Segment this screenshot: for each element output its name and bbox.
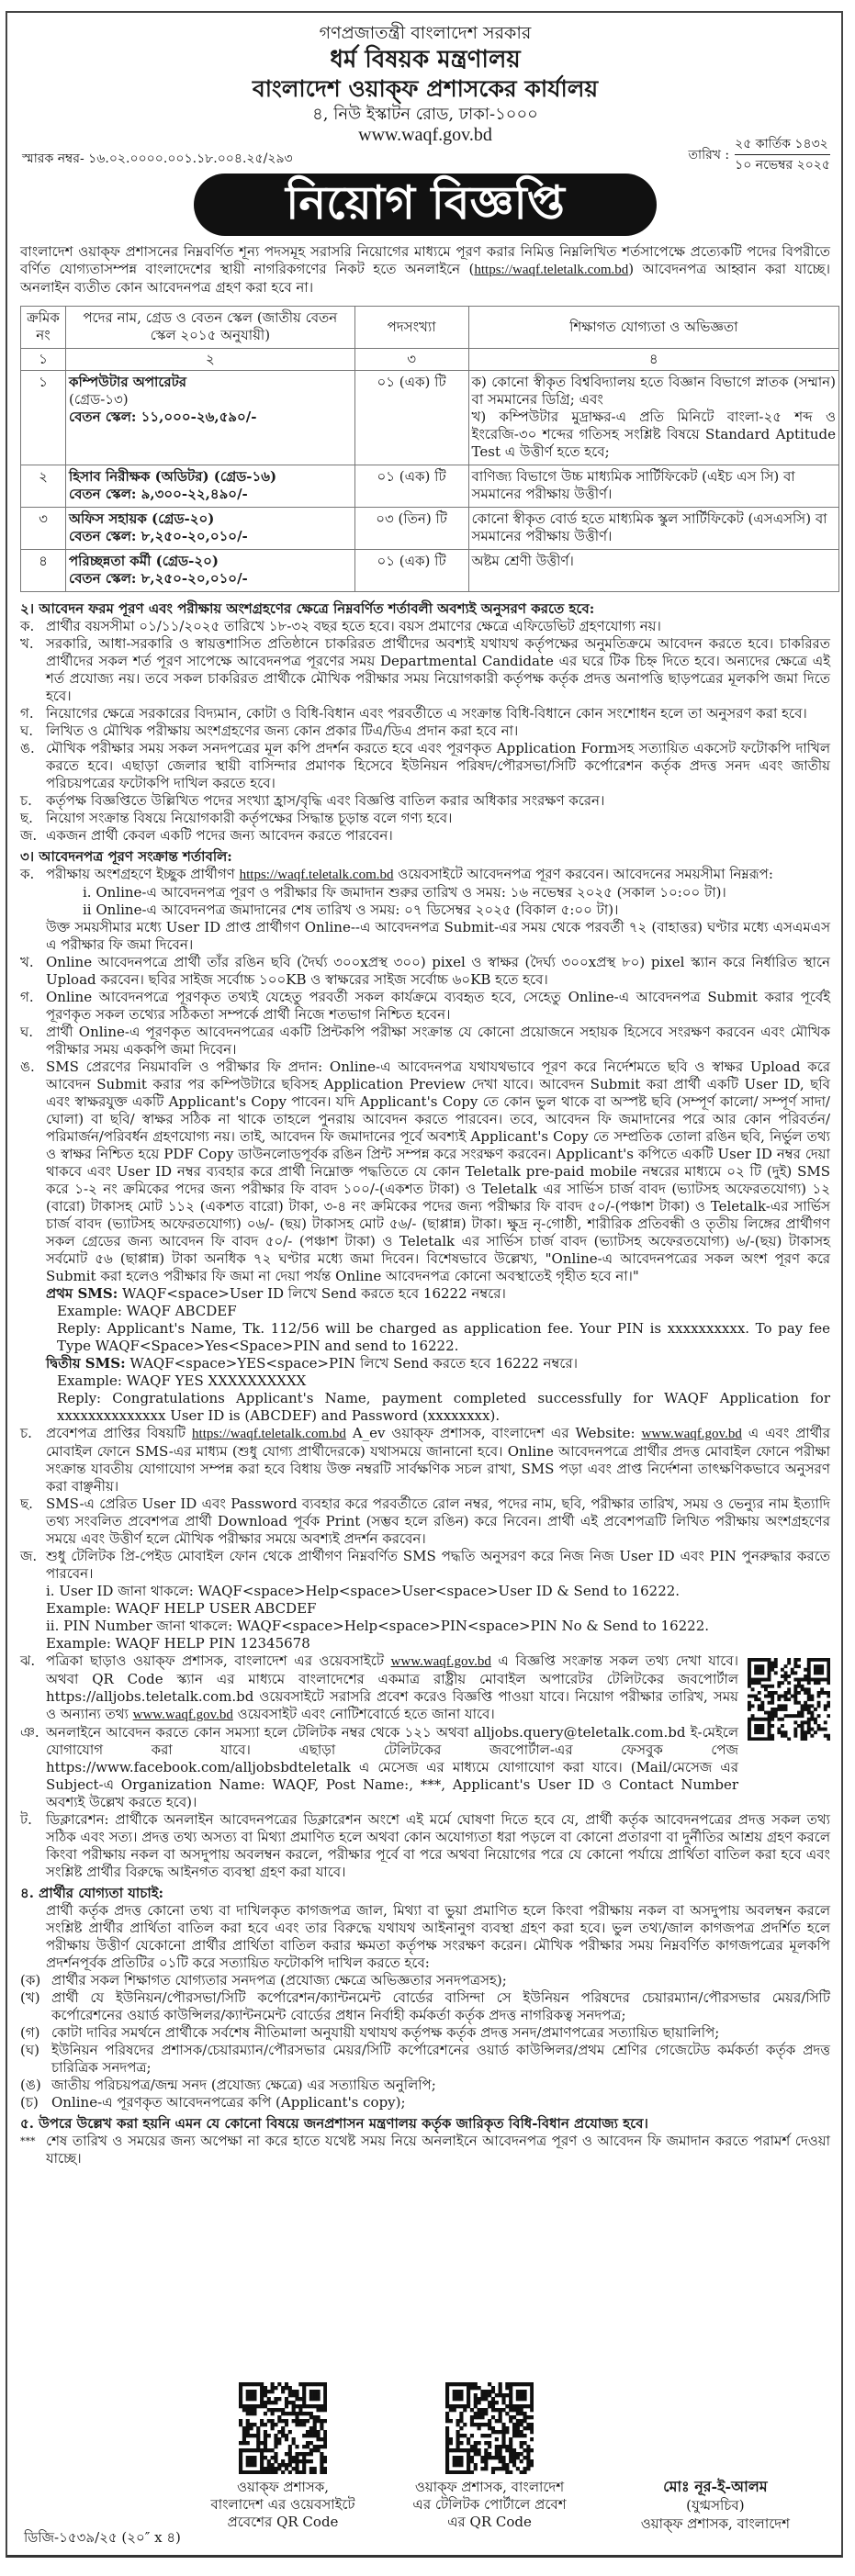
vacancy-table: [20, 306, 839, 592]
item-label: গ.: [20, 989, 34, 1005]
qr-caption: ওয়াক্ফ প্রশাসক, বাংলাদেশ: [414, 2479, 565, 2495]
ad-code: ডিজি-১৫৩৯/২৫ (২০″ x ৪): [24, 2529, 181, 2546]
sms-example: Example: WAQF HELP PIN 12345678: [46, 1635, 310, 1652]
item-text: নিয়োগ সংক্রান্ত বিষয়ে নিয়োগকারী কর্তৃপক্ষের সিদ্ধান্ত চূড়ান্ত বলে গণ্য হবে।: [46, 810, 453, 826]
letterhead: [20, 22, 830, 146]
serial: ১: [21, 371, 66, 465]
required-documents-list: [20, 1972, 830, 2111]
pay-scale: বেতন স্কেল: ৯,৩০০-২২,৪৯০/-: [68, 486, 248, 502]
intro-paragraph: [20, 243, 830, 297]
text-part: ওয়েবসাইটে আবেদনপত্র পূরণ করবেন। আবেদনের সময়সীমা নিম্নরূপ:: [393, 866, 773, 882]
teletalk-link[interactable]: https://waqf.teletalk.com.bd: [192, 1427, 346, 1441]
list-item: [20, 989, 830, 1024]
col-number: ২: [65, 349, 354, 371]
pin-recovery: ii. PIN Number জানা থাকলে: WAQF<space>Help<space>PIN<space>PIN No & Send to 16222.: [46, 1618, 710, 1634]
item-text: অনলাইনে আবেদন করতে কোন সমস্যা হলে টেলিটক নম্বর থেকে ১২১ অথবা alljobs.query@teletalk.com.bd ই-মেইলে যোগাযোগ করা যাবে। এছাড়া টেলিটকের জবপোর্টাল-এর ফেসবুক পেজ https://www.facebook.com/alljobsbdteletalk এ মেসেজ এর মাধ্যমে যোগাযোগ করা যাবে। (Mail/মেসেজ এর Subject-এ Organization Name: WAQF, Post Name:, ***, Applicant's User ID ও Contact Number অবশ্যই উল্লেখ করতে হবে)।: [46, 1724, 738, 1810]
item-text: ডিক্লারেশন: প্রার্থীকে অনলাইন আবেদনপত্রের ডিক্লারেশন অংশে এই মর্মে ঘোষণা দিতে হবে যে, প্রার্থী কর্তৃক আবেদনপত্রের প্রদত্ত সকল তথ্য সঠিক এবং সত্য। প্রদত্ত তথ্য অসত্য বা মিথ্যা প্রমাণিত হলে অথবা কোন অযোগ্যতা ধরা পড়লে বা কোনো প্রতারণা বা দুর্নীতির আশ্রয় গ্রহণ করলে কিংবা পরীক্ষায় নকল বা অসদুপায় অবলম্বন করলে, পরীক্ষার পূর্বে বা পরে অথবা নিয়োগের পরে যে কোনো পর্যায়ে প্রার্থিতা বাতিল করা হবে এবং সংশ্লিষ্ট প্রার্থীর বিরুদ্ধে আইনগত ব্যবস্থা গ্রহণ করা যাবে।: [46, 1811, 830, 1880]
date-bangla: ২৫ কার্তিক ১৪৩২: [735, 135, 830, 155]
section-4-text: প্রার্থী কর্তৃক প্রদত্ত কোনো তথ্য বা দাখিলকৃত কাগজপত্র জাল, মিথ্যা বা ভুয়া প্রমাণিত হলে কিংবা পরীক্ষায় নকল বা অসদুপায় অবলম্বন করলে সংশ্লিষ্ট প্রার্থীর প্রার্থিতা বাতিল করা হবে এবং তার বিরুদ্ধে যথাযথ আইনানুগ ব্যবস্থা গ্রহণ করা হবে। ভুল তথ্য/জাল কাগজপত্র প্রদর্শিত হলে পরীক্ষায় উত্তীর্ণ যেকোনো প্রার্থীর প্রার্থিতা বাতিল করার ক্ষমতা কর্তৃপক্ষ সংরক্ষণ করেন। মৌখিক পরীক্ষার সময় নিম্নবর্ণিত কাগজপত্রের মূলকপি প্রদর্শনপূর্বক প্রতিটির ০১টি করে সত্যায়িত ফটোকপি দাখিল করতে হবে:: [46, 1902, 830, 1971]
text-part: এ বিজ্ঞপ্তি সংক্রান্ত সকল তথ্য দেখা যাবে। অথবা QR Code স্ক্যান এর মাধ্যমে বাংলাদেশের একমাত্র রাষ্ট্রীয় মোবাইল অপারেটর টেলিটকের জবপোর্টাল https://alljobs.teletalk.com.bd ওয়েবসাইটে সরাসরি প্রবেশ করেও বিজ্ঞপ্তি পাওয়া যাবে। নিয়োগ পরীক্ষার তারিখ, সময় ও অন্যান্য তথ্য: [46, 1652, 739, 1722]
serial: ৩: [21, 508, 66, 550]
intro-text: বাংলাদেশ ওয়াক্ফ প্রশাসনের নিম্নবর্ণিত শূন্য পদসমূহ সরাসরি নিয়োগের মাধ্যমে পূরণ করার নিমিত্ত নিম্নলিখিত শর্তসাপেক্ষে প্রত্যেকটি পদের বিপরীতে বর্ণিত যোগ্যতাসম্পন্ন বাংলাদেশের স্থায়ী নাগরিকগণের নিকট হতে অনলাইনে (: [20, 243, 830, 277]
post-name: অফিস সহায়ক (গ্রেড-২০): [68, 510, 215, 527]
qr-caption: এর টেলিটক পোর্টালে প্রবেশ: [412, 2496, 567, 2513]
application-start-date: i. Online-এ আবেদনপত্র পূরণ ও পরীক্ষার ফি জমাদান শুরুর তারিখ ও সময়: ১৬ নভেম্বর ২০২৫ (সকাল ১০:০০ টা)।: [83, 884, 726, 901]
post-name: হিসাব নিরীক্ষক (অডিটর) (গ্রেড-১৬): [68, 468, 277, 485]
item-label: ঞ.: [20, 1724, 39, 1741]
sms-example: Example: WAQF ABCDEF: [57, 1303, 237, 1319]
teletalk-link[interactable]: https://waqf.teletalk.com.bd: [474, 263, 629, 277]
date-gregorian: ১০ নভেম্বর ২০২৫: [735, 158, 830, 173]
item-text: কোটা দাবির সমর্থনে প্রার্থীকে সর্বশেষ নীতিমালা অনুযায়ী যথাযথ কর্তৃপক্ষ কর্তৃক প্রদত্ত সনদ/প্রমাণপত্রের সত্যায়িত ছায়ালিপি;: [51, 2024, 720, 2041]
list-item: [20, 1652, 830, 1724]
item-label: ***: [20, 2135, 36, 2147]
list-item: [20, 1024, 830, 1058]
list-item: [20, 866, 830, 884]
item-label: ঙ.: [20, 1058, 35, 1075]
item-text: নিয়োগের ক্ষেত্রে সরকারের বিদ্যমান, কোটা ও বিধি-বিধান এবং পরবর্তীতে এ সংক্রান্ত বিধি-বিধানে কোন সংশোধন হলে তা অনুসরণ করা হবে।: [46, 705, 807, 722]
section-2-list: [20, 618, 830, 845]
item-text: SMS প্রেরণের নিয়মাবলি ও পরীক্ষার ফি প্রদান: Online-এ আবেদনপত্র যথাযথভাবে পূরণ করে নির্দেশমতে ছবি ও স্বাক্ষর Upload করে আবেদন Submit করার পর কম্পিউটারে ছবিসহ Application Preview দেখা যাবে। আবেদন Submit করা প্রার্থী একটি User ID, ছবি এবং স্বাক্ষরযুক্ত একটি Applicant's Copy পাবেন। যদি Applicant's Copy তে কোন ভুল থাকে বা অস্পষ্ট ছবি (সম্পূর্ণ কালো/ সম্পূর্ণ সাদা/ ঘোলা) বা ছবি/ স্বাক্ষর সঠিক না থাকে তাহলে পুনরায় আবেদন করতে পারবেন। তবে, আবেদন ফি জমাদানের পরে আর কোন পরিবর্তন/পরিমার্জন/পরিবর্ধন গ্রহণযোগ্য নয়। তাই, আবেদন ফি জমাদানের পূর্বে অবশ্যই Applicant's Copy তে সম্প্রতিক তোলা রঙিন ছবি, নির্ভুল তথ্য ও স্বাক্ষর নিশ্চিত হয়ে PDF Copy ডাউনলোডপূর্বক রঙিন প্রিন্ট সম্পন্ন করে সংরক্ষণ করবেন। Applicant's কপিতে একটি User ID নম্বর দেয়া থাকবে এবং User ID নম্বর ব্যবহার করে প্রার্থী নিম্নোক্ত পদ্ধতিতে যে কোন Teletalk pre-paid mobile নম্বরের মাধ্যমে ০২ টি (দুই) SMS করে ১-২ নং ক্রমিকের পদের জন্য পরীক্ষার ফি বাবদ ১০০/-(একশত টাকা) ও Teletalk এর সার্ভিস চার্জ বাবদ (ভ্যাটসহ অফেরতযোগ্য) ১২ (বারো) টাকাসহ মোট ১১২ (একশত বারো) টাকা, ৩-৪ নং ক্রমিকের পদের জন্য পরীক্ষার ফি বাবদ ৫০/-(পঞ্চাশ টাকা) ও Teletalk-এর সার্ভিস চার্জ বাবদ (ভ্যাটসহ অফেরতযোগ্য) ০৬/- (ছয়) টাকাসহ মোট ৫৬/- (ছাপ্পান্ন) টাকা। ক্ষুদ্র নৃ-গোষ্ঠী, শারীরিক প্রতিবন্ধী ও তৃতীয় লিঙ্গের প্রার্থীগণ সকল গ্রেডের জন্য আবেদন ফি বাবদ ৫০/- (পঞ্চাশ টাকা) ও Teletalk এর সার্ভিস চার্জ বাবদ (ভ্যাটসহ অফেরতযোগ্য) ৬/-(ছয়) টাকাসহ সর্বমোট ৫৬ (ছাপ্পান্ন) টাকা অনধিক ৭২ ঘণ্টার মধ্যে জমা দিবেন। বিশেষভাবে উল্লেখ্য, "Online-এ আবেদনপত্রের সকল অংশ পূরণ করে Submit করা হলেও পরীক্ষার ফি জমা না দেয়া পর্যন্ত Online আবেদনপত্র কোনো অবস্থাতেই গৃহীত হবে না।": [46, 1058, 830, 1284]
signatory-office: ওয়াক্ফ প্রশাসক, বাংলাদেশ: [640, 2515, 790, 2532]
application-end-date: ii Online-এ আবেদনপত্র জমাদানের শেষ তারিখ ও সময়: ০৭ ডিসেম্বর ২০২৫ (বিকাল ৫:০০ টা)।: [83, 902, 619, 918]
memo-number: স্মারক নম্বর- ১৬.০২.০০০০.০০১.১৮.০০৪.২৫/২৯৩: [22, 151, 293, 166]
list-item: [20, 618, 830, 635]
date-block: [689, 135, 830, 175]
government-name: গণপ্রজাতন্ত্রী বাংলাদেশ সরকার: [319, 23, 532, 43]
col-number: ৩: [354, 349, 468, 371]
sms-label: দ্বিতীয় SMS:: [46, 1355, 126, 1372]
item-text: শেষ তারিখ ও সময়ের জন্য অপেক্ষা না করে হাতে যথেষ্ট সময় নিয়ে অনলাইনে আবেদনপত্র পূরণ ও আবেদন ফি জমাদান করতে পরামর্শ দেওয়া যাচ্ছে।: [46, 2133, 830, 2167]
item-label: ছ.: [20, 810, 33, 826]
post-count: ০১ (এক) টি: [354, 371, 468, 465]
item-label: ট.: [20, 1811, 32, 1828]
signatory-designation: (যুগ্মসচিব): [686, 2497, 745, 2514]
sms-example: Example: WAQF YES XXXXXXXXXX: [57, 1372, 307, 1389]
post-count: ০৩ (তিন) টি: [354, 508, 468, 550]
post-cell: [65, 550, 354, 592]
qr-caption: এর QR Code: [447, 2514, 532, 2530]
list-item: [20, 1972, 830, 1989]
footer: [7, 2382, 841, 2548]
item-label: ঘ.: [20, 722, 34, 739]
item-text: সরকারি, আধা-সরকারি ও স্বায়ত্তশাসিত প্রতিষ্ঠানে চাকরিরত প্রার্থীদের অবশ্যই যথাযথ কর্তৃপক্ষের অনুমতিক্রমে আবেদন করতে হবে। চাকরিরত প্রার্থীদের সকল শর্ত পূরণ সাপেক্ষে আবেদনপত্র পূরণের সময় Departmental Candidate এর ঘরে টিক চিহ্ন দিতে হবে। অন্যদের ক্ষেত্রে এই শর্ত প্রযোজ্য নয়। তবে সকল চাকরিরত প্রার্থীকে মৌখিক পরীক্ষার সময় নিয়োগকারী কর্তৃপক্ষ কর্তৃক প্রদত্ত অনাপত্তি ছাড়পত্রের মূলকপি জমা দিতে হবে।: [46, 635, 830, 704]
list-item: [20, 954, 830, 989]
item-label: (চ): [20, 2094, 39, 2111]
list-item: [20, 705, 830, 722]
first-sms-instruction: [20, 1285, 830, 1303]
item-label: খ.: [20, 954, 34, 970]
list-item: [20, 1058, 830, 1285]
text-part: A_ev ওয়াক্ফ প্রশাসক, বাংলাদেশ এর Website:: [345, 1425, 642, 1441]
table-row: [21, 508, 839, 550]
item-label: গ.: [20, 705, 34, 722]
item-label: (খ): [20, 1989, 40, 2006]
section-5-heading: ৫. উপরে উল্লেখ করা হয়নি এমন যে কোনো বিষয়ে জনপ্রশাসন মন্ত্রণালয় কর্তৃক জারিকৃত বিধি-বিধান প্রযোজ্য হবে।: [20, 2115, 648, 2132]
serial: ২: [21, 465, 66, 508]
item-text: একজন প্রার্থী কেবল একটি পদের জন্য আবেদন করতে পারবেন।: [46, 827, 393, 844]
teletalk-link[interactable]: https://waqf.teletalk.com.bd: [239, 868, 394, 882]
text-part: ওয়েবসাইট এবং নোটিশবোর্ডে হতে জানা যাবে।: [232, 1706, 495, 1722]
item-text: Online আবেদনপত্রে পূরণকৃত তথ্যই যেহেতু পরবর্তী সকল কার্যক্রমে ব্যবহৃত হবে, সেহেতু Online-এ আবেদনপত্র Submit করার পূর্বেই পূরণকৃত সকল তথ্যের সঠিকতা সম্পর্কে প্রার্থী নিজে শতভাগ নিশ্চিত হবেন।: [46, 989, 830, 1023]
col-number: ১: [21, 349, 66, 371]
list-item: [20, 1425, 830, 1495]
qualification: ক) কোনো স্বীকৃত বিশ্ববিদ্যালয় হতে বিজ্ঞান বিভাগে স্নাতক (সম্মান) বা সমমানের ডিগ্রি; এবং: [471, 374, 836, 408]
memo-row: [20, 137, 830, 183]
office-name: বাংলাদেশ ওয়াক্ফ প্রশাসকের কার্যালয়: [252, 75, 599, 102]
post-cell: [65, 508, 354, 550]
sms-format: WAQF<space>User ID লিখে Send করতে হবে 16222 নম্বরে।: [118, 1285, 506, 1302]
job-notice-document: [6, 11, 843, 2558]
col-number: ৪: [468, 349, 838, 371]
qualification: অষ্টম শ্রেণী উত্তীর্ণ।: [468, 550, 838, 592]
sms-example: Example: WAQF HELP USER ABCDEF: [46, 1600, 317, 1617]
list-item: [20, 792, 830, 810]
item-text: [46, 1425, 830, 1495]
col-header-count: পদসংখ্যা: [354, 307, 468, 349]
item-text: প্রার্থীর সকল শিক্ষাগত যোগ্যতার সনদপত্র (প্রযোজ্য ক্ষেত্রে অভিজ্ঞতার সনদপত্রসহ);: [51, 1972, 507, 1988]
second-sms-instruction: [20, 1355, 830, 1372]
item-text: SMS-এ প্রেরিত User ID এবং Password ব্যবহার করে পরবর্তীতে রোল নম্বর, পদের নাম, ছবি, পরীক্ষার তারিখ, সময় ও ভেন্যুর নাম ইত্যাদি তথ্য সংবলিত প্রবেশপত্র প্রার্থী Download পূর্বক Print (সম্ভব হলে রঙিন) করে নিবেন। প্রার্থী এই প্রবেশপত্রটি লিখিত পরীক্ষায় অংশগ্রহণের সময়ে এবং উত্তীর্ণ হলে মৌখিক পরীক্ষার সময়ে অবশ্যই প্রদর্শন করবেন।: [46, 1495, 830, 1547]
item-label: (গ): [20, 2024, 40, 2041]
intro-text-end: ) আবেদনপত্র আহ্বান করা যাচ্ছে। অনলাইন ব্যতীত কোন আবেদনপত্র গ্রহণ করা হবে না।: [20, 261, 830, 296]
qr-caption: প্রবেশের QR Code: [227, 2514, 339, 2530]
text-part: এ এবং প্রার্থীর মোবাইল ফোনে SMS-এর মাধ্যম (শুধু যোগ্য প্রার্থীদেরকে) যথাসময়ে জানানো হবে। Online আবেদনপত্রে প্রার্থীর প্রদত্ত মোবাইল ফোনে পরীক্ষা সংক্রান্ত যাবতীয় যোগাযোগ সম্পন্ন করা হবে বিধায় উক্ত নম্বরটি সার্বক্ষণিক সচল রাখা, SMS পড়া এবং প্রাপ্ত নির্দেশনা তাৎক্ষণিকভাবে অনুসরণ করা বাঞ্ছনীয়।: [46, 1425, 830, 1495]
item-text: প্রার্থীর বয়সসীমা ০১/১১/২০২৫ তারিখে ১৮-৩২ বছর হতে হবে। বয়স প্রমাণের ক্ষেত্রে এফিডেভিট গ্রহণযোগ্য নয়।: [46, 618, 661, 634]
item-text: Online-এ পূরণকৃত আবেদনপত্রের কপি (Applicant's copy);: [51, 2094, 406, 2111]
item-text: জাতীয় পরিচয়পত্র/জন্ম সনদ (প্রযোজ্য ক্ষেত্রে) এর সত্যায়িত অনুলিপি;: [51, 2077, 436, 2093]
website-qr-block: [191, 2382, 375, 2531]
item-text: প্রার্থী Online-এ পূরণকৃত আবেদনপত্রের একটি প্রিন্টকপি পরীক্ষা সংক্রান্ত যে কোনো প্রয়োজনে সহায়ক হিসেবে সংরক্ষণ করবেন এবং মৌখিক পরীক্ষার সময় এককপি জমা দিবেন।: [46, 1024, 830, 1058]
post-cell: [65, 465, 354, 508]
list-item: [20, 810, 830, 827]
col-header-qualification: শিক্ষাগত যোগ্যতা ও অভিজ্ঞতা: [468, 307, 838, 349]
item-label: ক.: [20, 618, 35, 634]
item-label: চ.: [20, 1425, 32, 1441]
item-label: (ক): [20, 1972, 41, 1988]
qr-code-icon[interactable]: [748, 1658, 830, 1741]
waqf-website-link[interactable]: www.waqf.gov.bd: [641, 1427, 742, 1441]
pay-scale: বেতন স্কেল: ৮,২৫০-২০,০১০/-: [68, 528, 248, 544]
list-item: [20, 1724, 738, 1811]
teletalk-qr-block: [393, 2382, 586, 2531]
item-text: প্রার্থী যে ইউনিয়ন/পৌরসভা/সিটি কর্পোরেশন/ক্যান্টনমেন্ট বোর্ডের বাসিন্দা সে ইউনিয়ন পরিষদের চেয়ারম্যান/পৌরসভার মেয়র/সিটি কর্পোরেশনের ওয়ার্ড কাউন্সিলর/ক্যান্টনমেন্ট বোর্ডের প্রধান নির্বাহী কর্মকর্তা কর্তৃক প্রদত্ত নাগরিকত্ব সনদপত্র;: [51, 1989, 830, 2023]
list-item: [20, 740, 830, 792]
post-count: ০১ (এক) টি: [354, 465, 468, 508]
ministry-name: ধর্ম বিষয়ক মন্ত্রণালয়: [330, 46, 521, 73]
pay-scale: বেতন স্কেল: ৮,২৫০-২০,০১০/-: [68, 570, 248, 587]
qr-caption: বাংলাদেশ এর ওয়েবসাইটে: [210, 2496, 355, 2513]
sms-reply: Reply: Congratulations Applicant's Name, payment completed successfully for WAQF Application for xxxxxxxxxxxxxx User ID is (ABCDEF) and Password (xxxxxxxx).: [57, 1390, 830, 1424]
list-item: [20, 1495, 830, 1548]
item-label: ঙ.: [20, 740, 35, 756]
sms-reply: Reply: Applicant's Name, Tk. 112/56 will be charged as application fee. Your PIN is xxxxxxxxxx. To pay fee Type WAQF<Space>Yes<Space>PIN and send to 16222.: [57, 1320, 830, 1354]
item-label: ঝ.: [20, 1652, 36, 1669]
section-2-heading: ২। আবেদন ফরম পূরণ এবং পরীক্ষায় অংশগ্রহণের ক্ষেত্রে নিম্নবর্ণিত শর্তাবলী অবশ্যই অনুসরণ করতে হবে:: [20, 600, 595, 617]
signatory-name: মোঃ নূর-ই-আলম: [663, 2478, 768, 2495]
item-text: কর্তৃপক্ষ বিজ্ঞপ্তিতে উল্লিখিত পদের সংখ্যা হ্রাস/বৃদ্ধি এবং বিজ্ঞপ্তি বাতিল করার অধিকার সংরক্ষণ করেন।: [46, 792, 605, 809]
waqf-website-link[interactable]: www.waqf.gov.bd: [390, 1654, 491, 1669]
sms-label: প্রথম SMS:: [46, 1285, 118, 1302]
item-text: মৌখিক পরীক্ষার সময় সকল সনদপত্রের মূল কপি প্রদর্শন করতে হবে এবং পূরণকৃত Application Formসহ সত্যায়িত একসেট ফটোকপি দাখিল করতে হবে। এছাড়া জেলার স্থায়ী বাসিন্দার প্রমাণক হিসেবে ইউনিয়ন পরিষদ/পৌরসভা/সিটি কর্পোরেশন কর্তৃক প্রদত্ত সনদ এবং জাতীয় পরিচয়পত্রের ফটোকপি দাখিল করতে হবে।: [46, 740, 830, 791]
item-label: ছ.: [20, 1495, 33, 1512]
serial: ৪: [21, 550, 66, 592]
pay-scale: বেতন স্কেল: ১১,০০০-২৬,৫৯০/-: [68, 409, 257, 425]
item-label: (ঙ): [20, 2077, 41, 2093]
post-count: ০১ (এক) টি: [354, 550, 468, 592]
user-id-recovery: i. User ID জানা থাকলে: WAQF<space>Help<space>User<space>User ID & Send to 16222.: [46, 1583, 681, 1599]
item-text: ইউনিয়ন পরিষদের প্রশাসক/চেয়ারম্যান/পৌরসভার মেয়র/সিটি কর্পোরেশনের ওয়ার্ড কাউন্সিলর/প্রথম শ্রেণির গেজেটেড কর্মকর্তা কর্তৃক প্রদত্ত চারিত্রিক সনদপত্র;: [51, 2042, 830, 2076]
list-item: [20, 1548, 830, 1583]
post-cell: [65, 371, 354, 465]
list-item: [20, 2094, 830, 2111]
list-item: [20, 2042, 830, 2077]
sms-format: WAQF<space>YES<space>PIN লিখে Send করতে হবে 16222 নম্বরে।: [125, 1355, 578, 1372]
list-item: [20, 2024, 830, 2042]
post-name: কম্পিউটার অপারেটর: [68, 374, 187, 390]
qr-code-icon[interactable]: [239, 2382, 327, 2474]
item-text: [46, 866, 830, 884]
col-header-serial: ক্রমিক নং: [21, 307, 66, 349]
notice-title: নিয়োগ বিজ্ঞপ্তি: [194, 174, 657, 236]
qualification: খ) কম্পিউটার মুদ্রাক্ষর-এ প্রতি মিনিটে বাংলা-২৫ শব্দ ও ইংরেজি-৩০ শব্দের গতিসহ সংশ্লিষ্ট বিষয়ে Standard Aptitude Test এ উত্তীর্ণ হতে হবে;: [471, 409, 836, 460]
list-item: [20, 635, 830, 705]
item-label: জ.: [20, 1548, 38, 1564]
date-label: তারিখ :: [688, 148, 730, 162]
table-row: [21, 550, 839, 592]
waqf-website-link[interactable]: www.waqf.gov.bd: [132, 1708, 233, 1722]
item-text: শুধু টেলিটক প্রি-পেইড মোবাইল ফোন থেকে প্রার্থীগণ নিম্নবর্ণিত SMS পদ্ধতি অনুসরণ করে নিজ নিজ User ID এবং PIN পুনরুদ্ধার করতে পারবেন।: [46, 1548, 830, 1582]
post-name: পরিচ্ছন্নতা কর্মী (গ্রেড-২০): [68, 553, 219, 569]
section-3-heading: ৩। আবেদনপত্র পূরণ সংক্রান্ত শর্তাবলি:: [20, 848, 232, 865]
qualification: কোনো স্বীকৃত বোর্ড হতে মাধ্যমিক স্কুল সার্টিফিকেট (এসএসসি) বা সমমানের পরীক্ষায় উত্তীর্ণ।: [468, 508, 838, 550]
text-part: পত্রিকা ছাড়াও ওয়াক্ফ প্রশাসক, বাংলাদেশ এর ওয়েবসাইটে: [46, 1652, 391, 1669]
list-item: [20, 1989, 830, 2024]
item-text: [46, 1652, 738, 1724]
item-label: (ঘ): [20, 2042, 39, 2058]
col-header-post: পদের নাম, গ্রেড ও বেতন স্কেল (জাতীয় বেতন স্কেল ২০১৫ অনুযায়ী): [65, 307, 354, 349]
list-item: [20, 722, 830, 740]
qualification: বাণিজ্য বিভাগে উচ্চ মাধ্যমিক সার্টিফিকেট (এইচ এস সি) বা সমমানের পরীক্ষায় উত্তীর্ণ।: [468, 465, 838, 508]
signature-block: [641, 2478, 790, 2533]
item-label: ক.: [20, 866, 35, 882]
advice-note: [20, 2133, 830, 2167]
office-website: www.waqf.gov.bd: [358, 125, 492, 145]
item-label: খ.: [20, 635, 34, 652]
table-row: [21, 371, 839, 465]
list-item: [20, 2077, 830, 2094]
item-text: Online আবেদনপত্রে প্রার্থী তাঁর রঙিন ছবি (দৈর্ঘ্য ৩০০xপ্রস্থ ৩০০) pixel ও স্বাক্ষর (দৈর্ঘ্য ৩০০xপ্রস্থ ৮০) pixel স্ক্যান করে নির্ধারিত স্থানে Upload করবেন। ছবির সাইজ সর্বোচ্চ ১০০KB ও স্বাক্ষরের সাইজ সর্বোচ্চ ৬০KB হতে হবে।: [46, 954, 830, 988]
fee-deadline-note: উক্ত সময়সীমার মধ্যে User ID প্রাপ্ত প্রার্থীগণ Online--এ আবেদনপত্র Submit-এর সময় থেকে পরবর্তী ৭২ (বাহাত্তর) ঘণ্টার মধ্যে এসএমএস এ পরীক্ষার ফি জমা দিবেন।: [46, 919, 830, 953]
list-item: [20, 1811, 830, 1881]
post-grade: (গ্রেড-১৩): [68, 391, 129, 408]
item-label: ঘ.: [20, 1024, 34, 1040]
qr-caption: ওয়াক্ফ প্রশাসক,: [236, 2479, 330, 2495]
text-part: প্রবেশপত্র প্রাপ্তির বিষয়টি: [46, 1425, 193, 1441]
section-4-heading: ৪. প্রার্থীর যোগ্যতা যাচাই:: [20, 1885, 164, 1901]
qualification-cell: [468, 371, 838, 465]
text-part: পরীক্ষায় অংশগ্রহণে ইচ্ছুক প্রার্থীগণ: [46, 866, 240, 882]
item-label: চ.: [20, 792, 32, 809]
office-address: ৪, নিউ ইস্কাটন রোড, ঢাকা-১০০০: [312, 105, 538, 124]
item-text: লিখিত ও মৌখিক পরীক্ষায় অংশগ্রহণের জন্য কোন প্রকার টিএ/ডিএ প্রদান করা হবে না।: [46, 722, 519, 739]
qr-code-icon[interactable]: [445, 2382, 534, 2474]
list-item: [20, 827, 830, 845]
table-row: [21, 465, 839, 508]
item-label: জ.: [20, 827, 38, 844]
